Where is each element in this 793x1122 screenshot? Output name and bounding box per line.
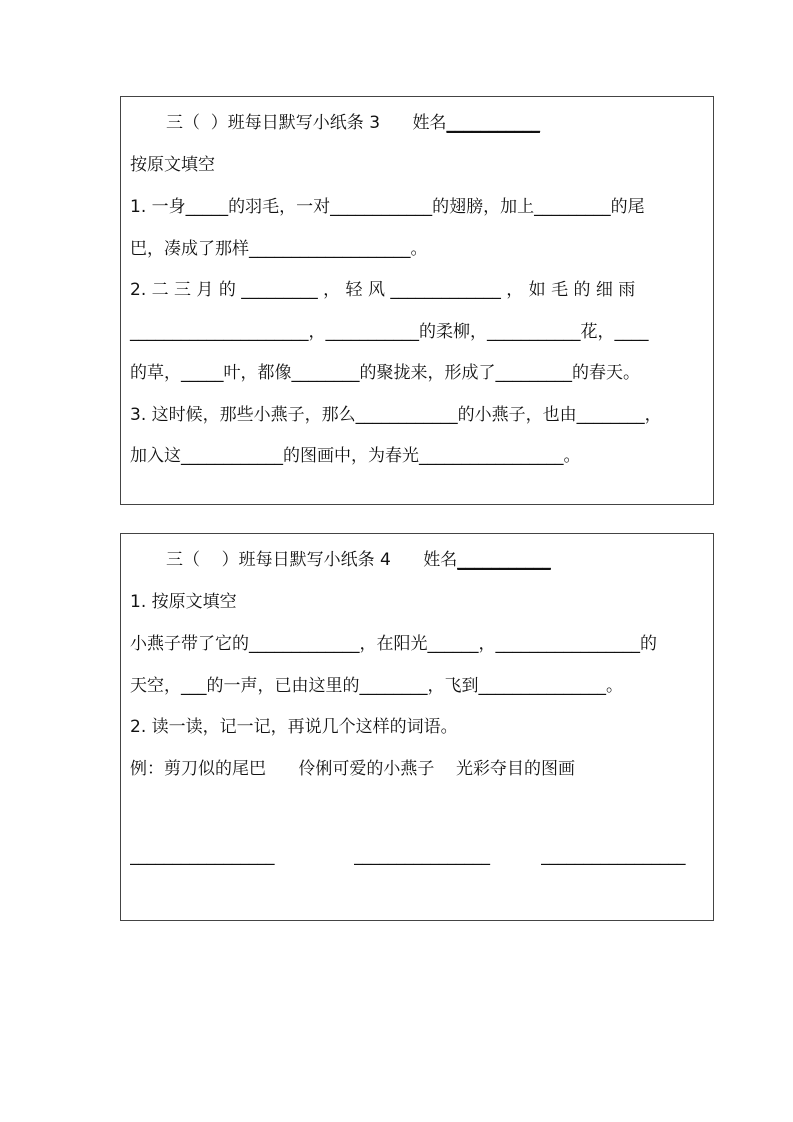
question-3-line-2: 加入这____________的图画中，为春光_________________。 — [130, 446, 581, 466]
answer-blank-2[interactable]: ________________ — [354, 846, 490, 866]
question-2-line-3: 的草，_____叶，都像________的聚拢来，形成了_________的春天。 — [130, 363, 640, 383]
dictation-slip-4 — [120, 533, 714, 921]
question-1-line-1: 1. 一身_____的羽毛，一对____________的翅膀，加上_________的尾 — [130, 197, 645, 217]
fill-in-line-2: 天空，___的一声，已由这里的________，飞到_______________。 — [130, 676, 623, 696]
slip-title — [166, 548, 741, 572]
example-line: 例：剪刀似的尾巴 伶俐可爱的小燕子 光彩夺目的图画 — [130, 759, 576, 779]
section-2-heading: 2. 读一读，记一记，再说几个这样的词语。 — [130, 717, 458, 737]
answer-blank-3[interactable]: _________________ — [541, 846, 686, 866]
section-1-heading: 1. 按原文填空 — [130, 592, 237, 612]
slip-title-text: 三（ ）班每日默写小纸条 4 姓名 — [166, 550, 458, 570]
question-1-line-2: 巴，凑成了那样___________________。 — [130, 239, 428, 259]
slip-title — [166, 111, 741, 135]
instruction-line: 按原文填空 — [130, 155, 215, 175]
name-blank[interactable]: ___________ — [457, 550, 551, 570]
question-2-line-2: _____________________，___________的柔柳，___________花，____ — [130, 322, 649, 342]
answer-blank-1[interactable]: _________________ — [130, 846, 275, 866]
question-2-line-1: 2. 二 三 月 的 _________ ， 轻 风 _____________ ， 如 毛 的 细 雨 — [130, 280, 636, 300]
name-blank[interactable]: ___________ — [446, 113, 540, 133]
slip-title-text: 三（ ）班每日默写小纸条 3 姓名 — [166, 113, 447, 133]
dictation-slip-3 — [120, 96, 714, 505]
question-3-line-1: 3. 这时候，那些小燕子，那么____________的小燕子，也由________， — [130, 405, 662, 425]
fill-in-line-1: 小燕子带了它的_____________，在阳光______，_________________的 — [130, 634, 657, 654]
